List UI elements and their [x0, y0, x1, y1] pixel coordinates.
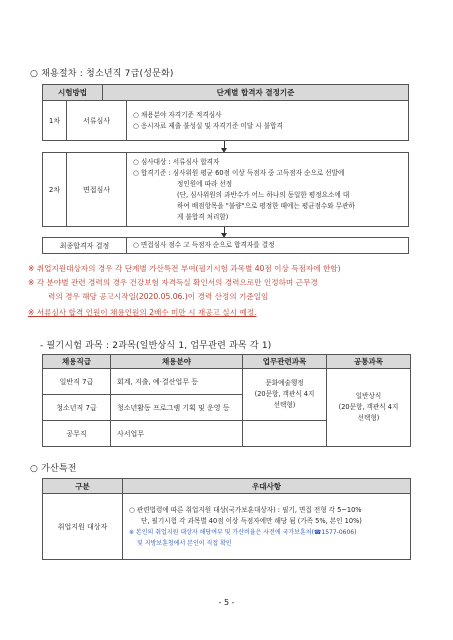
stage1-line: ○ 응시자료 제출 불성실 및 자격기준 미달 시 불합격: [133, 121, 283, 130]
final-text: ○ 면접심사 점수 고 득점자 순으로 합격자를 결정: [133, 241, 275, 249]
stage2-line: ○ 심사대상 : 서류심사 합격자: [133, 157, 220, 166]
final-label: 최종합격자 결정: [43, 238, 127, 254]
stage1-method: 서류심사: [67, 101, 127, 141]
section-title-written-exam: - 필기시험 과목 : 2과목(일반상식 1, 업무관련 과목 각 1): [40, 341, 272, 351]
work-subject-line: 선택형): [273, 401, 296, 409]
grade-cell: 일반직 7급: [43, 369, 111, 395]
field-cell: 회계, 지출, 예·결산업무 등: [111, 369, 243, 395]
header-common-subject: 공통과목: [327, 355, 411, 369]
header-grade: 채용직급: [43, 355, 111, 369]
stage1-table: [42, 100, 409, 141]
common-subject-line: 선택형): [357, 414, 380, 422]
note-readvertise: [28, 306, 256, 320]
stage1-criteria: [127, 101, 409, 141]
stage2-method: 면접심사: [67, 153, 127, 227]
grade-cell: 공무직: [43, 421, 111, 447]
common-subject-cell: [327, 369, 411, 447]
common-subject-line: (20문항, 객관식 4지: [338, 403, 399, 411]
procedure-header-table: [42, 84, 409, 101]
bonus-remark: ※ 본인의 취업지원 대상자 해당여부 및 가산비율은 사전에 국가보훈처(☎1577-0606): [129, 528, 357, 536]
work-subject-cell: [243, 369, 327, 421]
note-career-line2: 력의 경우 해당 공고시작일(2020.05.06.)이 경력 산정의 기준일임: [48, 292, 269, 301]
bonus-line: 단, 필기시험 각 과목별 40점 이상 득점자에만 해당 됨 (가족 5%, 본인 10%): [141, 516, 362, 525]
section-title-procedure: ○ 채용절차 : 청소년직 7급(성문화): [30, 69, 174, 79]
bonus-details: [123, 494, 411, 560]
grade-cell: 청소년직 7급: [43, 395, 111, 421]
written-exam-table: [42, 354, 411, 447]
header-stage-criteria: 단계별 합격자 결정기준: [103, 85, 409, 101]
down-arrow-icon: [224, 141, 225, 149]
note-veteran-text: ※ 취업지원대상자의 경우 각 단계별 가산특전 부여(필기시험 과목별 40점 이상 득점자에 한함): [28, 264, 341, 273]
note-readvertise-text: ※ 서류심사 합격 인원이 채용인원의 2배수 미만 시 재공고 실시 예정.: [28, 308, 257, 317]
note-veteran: [28, 262, 341, 276]
stage2-number: 2차: [43, 153, 67, 227]
stage2-line: 정인원에 따라 선정: [177, 179, 233, 188]
work-subject-line: (20문항, 객관식 4지: [254, 390, 315, 398]
stage2-line: 하여 배점항목을 "불량"으로 평정한 때에는 평균점수와 무관하: [177, 201, 355, 210]
work-subject-empty-cell: [243, 421, 327, 447]
stage1-number: 1차: [43, 101, 67, 141]
section-title-bonus: ○ 가산특전: [30, 464, 77, 474]
final-table: [42, 237, 409, 254]
header-preference: 우대사항: [123, 479, 411, 494]
note-career-line1: ※ 각 분야별 관련 경력의 경우 건강보험 자격득실 확인서의 경력으로만 인정하며 근무경: [28, 278, 318, 287]
stage1-line: ○ 채용분야 자격기준 적격심사: [133, 110, 222, 119]
header-category: 구분: [43, 479, 123, 494]
stage2-criteria: [127, 153, 409, 227]
header-exam-method: 시험방법: [43, 85, 103, 101]
stage2-line: 게 불합격 처리함): [177, 212, 229, 221]
bonus-target: 취업지원 대상자: [43, 494, 123, 560]
field-cell: 사서업무: [111, 421, 243, 447]
header-field: 채용분야: [111, 355, 243, 369]
down-arrow-icon: [224, 227, 225, 234]
header-work-subject: 업무관련과목: [243, 355, 327, 369]
common-subject-line: 일반상식: [355, 392, 382, 400]
stage2-table: [42, 152, 409, 227]
bonus-line: ○ 관련법령에 따른 취업지원 대상(국가보훈대상자) : 필기, 면접 전형 각 5~10%: [129, 505, 362, 514]
stage2-line: (단, 심사위원의 과반수가 어느 하나의 동일한 평정요소에 대: [177, 190, 350, 199]
bonus-table: [42, 478, 411, 560]
final-criteria: [127, 238, 409, 254]
stage2-line: ○ 합격기준 : 심사위원 평균 60점 이상 득점자 중 고득점자 순으로 선발에: [133, 168, 345, 177]
page-number: - 5 -: [218, 598, 235, 607]
field-cell: 청소년활동 프로그램 기획 및 운영 등: [111, 395, 243, 421]
work-subject-line: 문화예술행정: [265, 379, 304, 387]
bonus-remark: 및 지방보훈청에서 본인이 직접 확인: [137, 539, 232, 547]
